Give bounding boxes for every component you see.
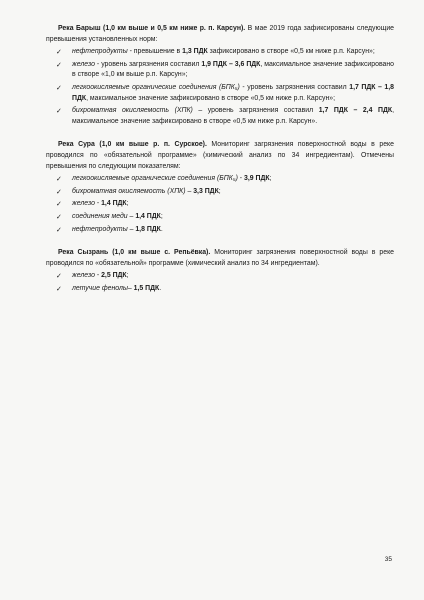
checkmark-icon: ✓: [56, 200, 62, 209]
checkmark-icon: ✓: [56, 60, 62, 69]
section-intro: В мае 2019 года зафиксированы следующие превышения установленных норм:: [46, 25, 394, 43]
list-item: ✓ легкоокисляемые органические соединения (БПК₅) - 3,9 ПДК;: [56, 175, 272, 184]
checkmark-icon: ✓: [56, 175, 62, 184]
checkmark-icon: ✓: [56, 272, 62, 281]
list-item: ✓ железо - 2,5 ПДК;: [56, 272, 129, 281]
checkmark-icon: ✓: [56, 187, 62, 196]
list-item: ✓ нефтепродукты – 1,8 ПДК.: [56, 225, 163, 234]
section-syzran-intro: [46, 248, 394, 269]
list-item: ✓ железо - 1,4 ПДК;: [56, 200, 129, 209]
section-syzran-list: [46, 271, 394, 294]
section-barysh-list: [46, 47, 394, 127]
list-item: ✓ нефтепродукты - превышение в 1,3 ПДК зафиксировано в створе «0,5 км ниже р.п. Карсун»;: [56, 48, 375, 57]
checkmark-icon: ✓: [56, 225, 62, 234]
list-item: ✓ соединения меди – 1,4 ПДК;: [56, 212, 163, 221]
section-heading: Река Барыш (1,0 км выше и 0,5 км ниже р. п. Карсун).: [58, 25, 246, 32]
section-intro: Мониторинг загрязнения поверхностной воды в реке проводился по «обязательной» программе (химический анализ по 34 ингредиентам).: [46, 249, 394, 267]
checkmark-icon: ✓: [56, 48, 62, 57]
checkmark-icon: ✓: [56, 107, 62, 116]
list-item: ✓ бихроматная окисляемость (ХПК) – уровень загрязнения составил 1,7 ПДК – 2,4 ПДК, максимальное значение зафиксировано в створе «0,5 км ниже р.п. Карсун».: [56, 107, 394, 125]
section-barysh-intro: [46, 24, 394, 45]
list-item: ✓ летучие фенолы– 1,5 ПДК.: [56, 284, 162, 293]
section-sura-list: [46, 174, 394, 235]
section-intro: Мониторинг загрязнения поверхностной воды в реке проводился по «обязательной программе» (химический анализ по 34 ингредиентам). Отмечены превышения по следующим показателям:: [46, 141, 394, 170]
checkmark-icon: ✓: [56, 284, 62, 293]
section-heading: Река Сура (1,0 км выше р. п. Сурское).: [58, 141, 207, 149]
list-item: ✓ легкоокисляемые органические соединения (БПК₅) - уровень загрязнения составил 1,7 ПДК – 1,8 ПДК, максимальное значение зафиксировано в створе «0,5 км ниже р.п. Карсун»;: [56, 83, 394, 102]
checkmark-icon: ✓: [56, 83, 62, 92]
section-sura-intro: [46, 140, 394, 172]
checkmark-icon: ✓: [56, 212, 62, 221]
page-number: 35: [384, 556, 392, 563]
list-item: ✓ бихроматная окисляемость (ХПК) – 3,3 ПДК;: [56, 187, 221, 196]
section-heading: Река Сызрань (1,0 км выше с. Репьёвка).: [58, 249, 211, 257]
list-item: ✓ железо - уровень загрязнения составил 1,9 ПДК – 3,6 ПДК, максимальное значение зафиксировано в створе «1,0 км выше р.п. Карсун»;: [56, 60, 394, 79]
